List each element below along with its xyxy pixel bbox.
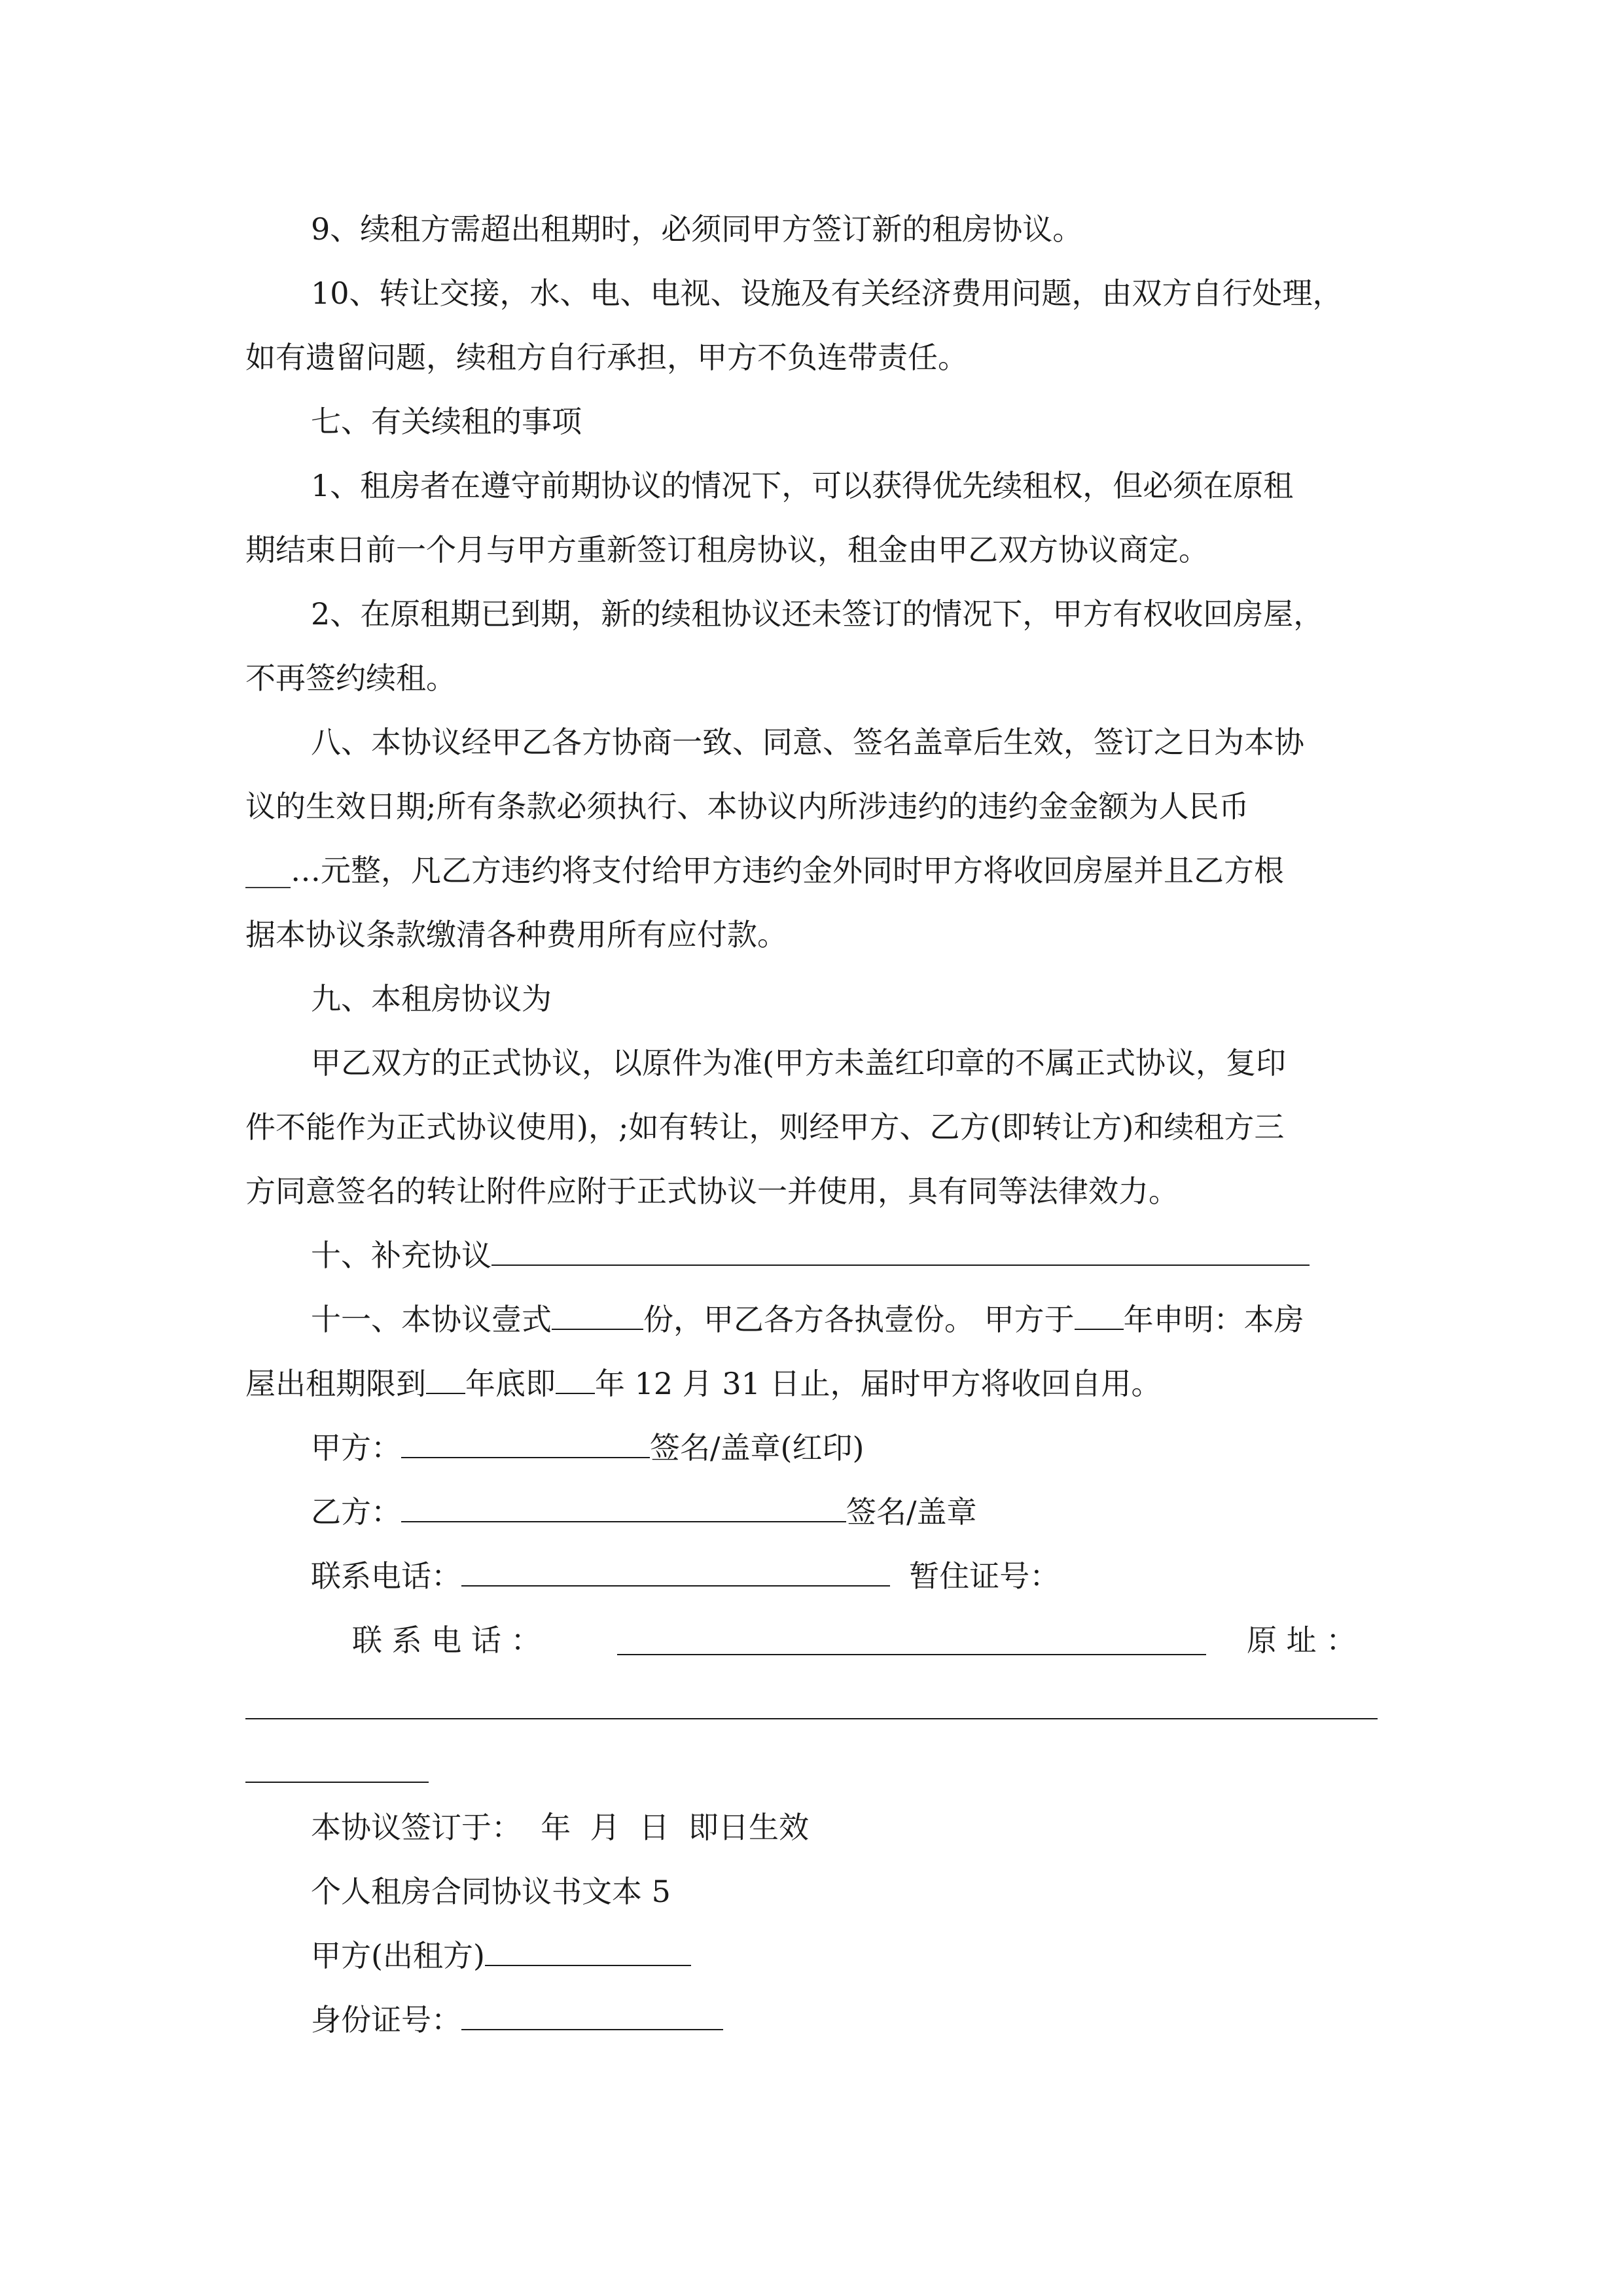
section-7-item-2-line-2: 不再签约续租。 [245,660,456,696]
section-11-line-1 [311,1300,1450,1339]
year-blank-2 [426,1365,465,1394]
original-address-label: 原 址 ： [1247,1623,1357,1658]
section-8-line-4: 据本协议条款缴清各种费用所有应付款。 [245,917,787,952]
contact-phone-line [311,1556,1450,1596]
contact-phone-label-2: 联 系 电 话 ： [352,1623,541,1658]
address-blank-line-1 [245,1718,1378,1719]
clause-10-line-1: 10、转让交接，水、电、电视、设施及有关经济费用问题，由双方自行处理， [311,276,1343,311]
address-blank-line-2 [245,1782,429,1783]
section-9-heading: 九、本租房协议为 [311,981,552,1016]
party-a-signature-line [311,1428,1450,1467]
section-7-heading: 七、有关续租的事项 [311,404,582,439]
section-10-label: 十、补充协议 [311,1238,491,1273]
copies-blank [552,1301,643,1330]
lessor-label: 甲方(出租方) [311,1938,485,1973]
party-b-sign-label: 签名/盖章 [846,1494,977,1530]
party-b-signature-line [311,1492,1450,1532]
section-8-line-3: ___…元整，凡乙方违约将支付给甲方违约金外同时甲方将收回房屋并且乙方根 [245,853,1284,888]
id-number-blank [461,2001,723,2030]
section-11-text-f: 年 12 月 31 日止，届时甲方将收回自用。 [595,1366,1162,1401]
section-11-text-c: 年申明：本房 [1123,1302,1304,1337]
party-a-label: 甲方： [311,1430,401,1465]
contact-phone-blank [461,1558,890,1587]
section-9-line-2: 件不能作为正式协议使用)，;如有转让，则经甲方、乙方(即转让方)和续租方三 [245,1109,1285,1145]
lessor-line [311,1936,1450,1975]
section-9-line-1: 甲乙双方的正式协议，以原件为准(甲方未盖红印章的不属正式协议，复印 [311,1045,1286,1081]
party-a-sign-label: 签名/盖章(红印) [650,1430,865,1465]
section-8-line-1: 八、本协议经甲乙各方协商一致、同意、签名盖章后生效，签订之日为本协 [311,725,1304,760]
section-11-text-e: 年底即 [465,1366,556,1401]
supplement-blank [491,1237,1310,1266]
year-blank-1 [1075,1301,1124,1330]
residence-permit-label: 暂住证号： [909,1558,1060,1594]
section-11-text-d: 屋出租期限到 [245,1366,426,1401]
party-b-blank [401,1494,846,1522]
clause-9: 9、续租方需超出租期时，必须同甲方签订新的租房协议。 [311,211,1083,247]
section-9-line-3: 方同意签名的转让附件应附于正式协议一并使用，具有同等法律效力。 [245,1174,1179,1209]
section-11-line-2 [245,1364,1384,1403]
signing-date-line: 本协议签订于： 年 月 日 即日生效 [311,1810,809,1845]
clause-10-line-2: 如有遗留问题，续租方自行承担，甲方不负连带责任。 [245,340,968,375]
id-number-label: 身份证号： [311,2002,461,2037]
section-8-line-2: 议的生效日期;所有条款必须执行、本协议内所涉违约的违约金金额为人民币 [245,789,1249,824]
id-number-line [311,2000,1450,2039]
contact-phone-label: 联系电话： [311,1558,461,1594]
contract-title-5: 个人租房合同协议书文本 5 [311,1874,671,1909]
party-a-blank [401,1429,650,1458]
section-7-item-1-line-1: 1、租房者在遵守前期协议的情况下，可以获得优先续租权，但必须在原租 [311,468,1294,503]
section-7-item-1-line-2: 期结束日前一个月与甲方重新签订租房协议，租金由甲乙双方协议商定。 [245,532,1209,567]
section-7-item-2-line-1: 2、在原租期已到期，新的续租协议还未签订的情况下，甲方有权收回房屋， [311,596,1324,632]
contact-phone-blank-2 [617,1654,1206,1655]
year-blank-3 [556,1365,595,1394]
section-11-text-b: 份，甲乙各方各执壹份。 甲方于 [643,1302,1075,1337]
lessor-blank [485,1937,691,1966]
party-b-label: 乙方： [311,1494,401,1530]
section-11-text-a: 十一、本协议壹式 [311,1302,552,1337]
section-10-line [311,1236,1450,1275]
